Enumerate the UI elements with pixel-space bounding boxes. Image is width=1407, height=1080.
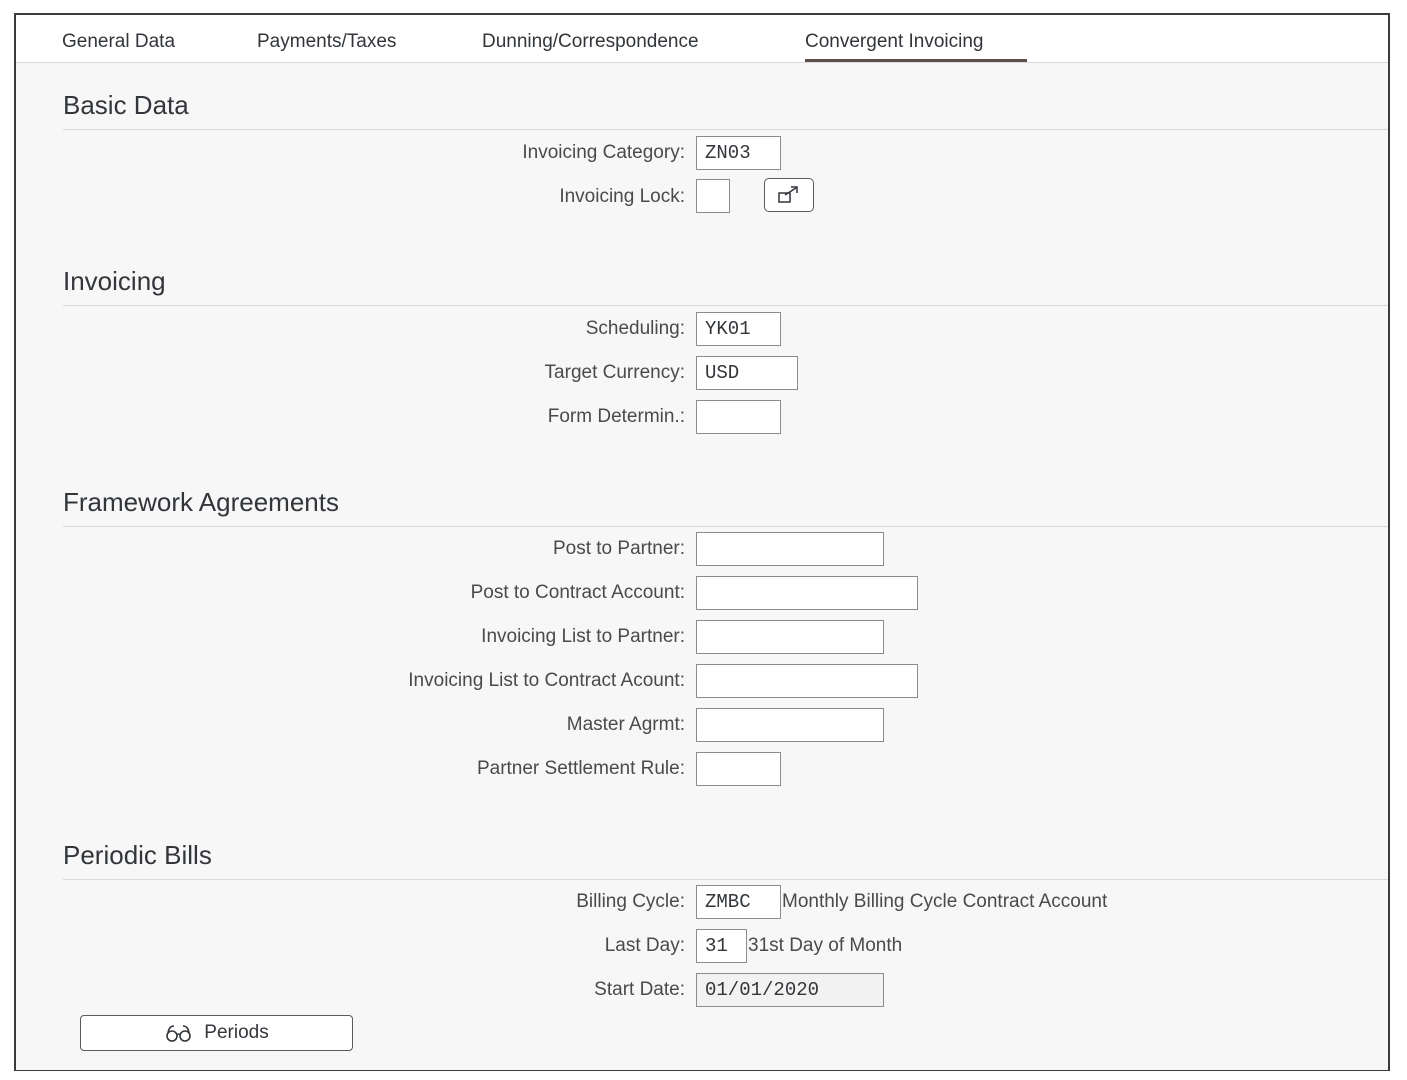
invoicing-category-label: Invoicing Category: bbox=[522, 142, 685, 163]
invoicing-list-partner-label: Invoicing List to Partner: bbox=[481, 626, 685, 647]
section-divider bbox=[63, 526, 1388, 527]
glasses-icon bbox=[164, 1023, 194, 1043]
invoicing-lock-details-button[interactable] bbox=[764, 178, 814, 212]
periods-button-label: Periods bbox=[204, 1022, 269, 1043]
tab-dunning-correspondence[interactable]: Dunning/Correspondence bbox=[482, 31, 699, 52]
invoicing-lock-input[interactable] bbox=[696, 179, 730, 213]
scheduling-input[interactable]: YK01 bbox=[696, 312, 781, 346]
section-divider bbox=[63, 879, 1388, 880]
scheduling-label: Scheduling: bbox=[585, 318, 685, 339]
billing-cycle-input[interactable]: ZMBC bbox=[696, 885, 781, 919]
invoicing-list-contract-label: Invoicing List to Contract Acount: bbox=[408, 670, 685, 691]
billing-cycle-label: Billing Cycle: bbox=[576, 891, 685, 912]
post-to-contract-account-input[interactable] bbox=[696, 576, 918, 610]
section-title-basic-data: Basic Data bbox=[63, 90, 189, 120]
section-title-framework-agreements: Framework Agreements bbox=[63, 487, 339, 517]
active-tab-indicator bbox=[805, 59, 1027, 62]
last-day-input[interactable]: 31 bbox=[696, 929, 747, 963]
invoicing-list-partner-input[interactable] bbox=[696, 620, 884, 654]
post-to-partner-input[interactable] bbox=[696, 532, 884, 566]
external-link-icon bbox=[776, 185, 802, 205]
master-agrmt-input[interactable] bbox=[696, 708, 884, 742]
convergent-invoicing-panel bbox=[14, 13, 1390, 1071]
partner-settlement-rule-label: Partner Settlement Rule: bbox=[476, 758, 685, 779]
billing-cycle-description: Monthly Billing Cycle Contract Account bbox=[782, 891, 1108, 912]
form-determin-label: Form Determin.: bbox=[547, 406, 685, 427]
post-to-contract-account-label: Post to Contract Account: bbox=[470, 582, 685, 603]
section-divider bbox=[63, 305, 1388, 306]
target-currency-label: Target Currency: bbox=[544, 362, 685, 383]
tab-general-data[interactable]: General Data bbox=[62, 31, 176, 52]
last-day-label: Last Day: bbox=[604, 935, 685, 956]
invoicing-lock-label: Invoicing Lock: bbox=[559, 186, 685, 207]
post-to-partner-label: Post to Partner: bbox=[552, 538, 685, 559]
form-determin-input[interactable] bbox=[696, 400, 781, 434]
invoicing-category-input[interactable]: ZN03 bbox=[696, 136, 781, 170]
tab-bar bbox=[16, 15, 1388, 63]
target-currency-input[interactable]: USD bbox=[696, 356, 798, 390]
section-divider bbox=[63, 129, 1388, 130]
section-title-periodic-bills: Periodic Bills bbox=[63, 840, 212, 870]
periods-button[interactable] bbox=[80, 1015, 353, 1051]
partner-settlement-rule-input[interactable] bbox=[696, 752, 781, 786]
tab-payments-taxes[interactable]: Payments/Taxes bbox=[257, 31, 397, 52]
start-date-label: Start Date: bbox=[594, 979, 685, 1000]
tab-convergent-invoicing[interactable]: Convergent Invoicing bbox=[805, 31, 984, 52]
invoicing-list-contract-input[interactable] bbox=[696, 664, 918, 698]
section-title-invoicing: Invoicing bbox=[63, 266, 166, 296]
master-agrmt-label: Master Agrmt: bbox=[566, 714, 685, 735]
last-day-description: 31st Day of Month bbox=[748, 935, 903, 956]
start-date-field: 01/01/2020 bbox=[696, 973, 884, 1007]
